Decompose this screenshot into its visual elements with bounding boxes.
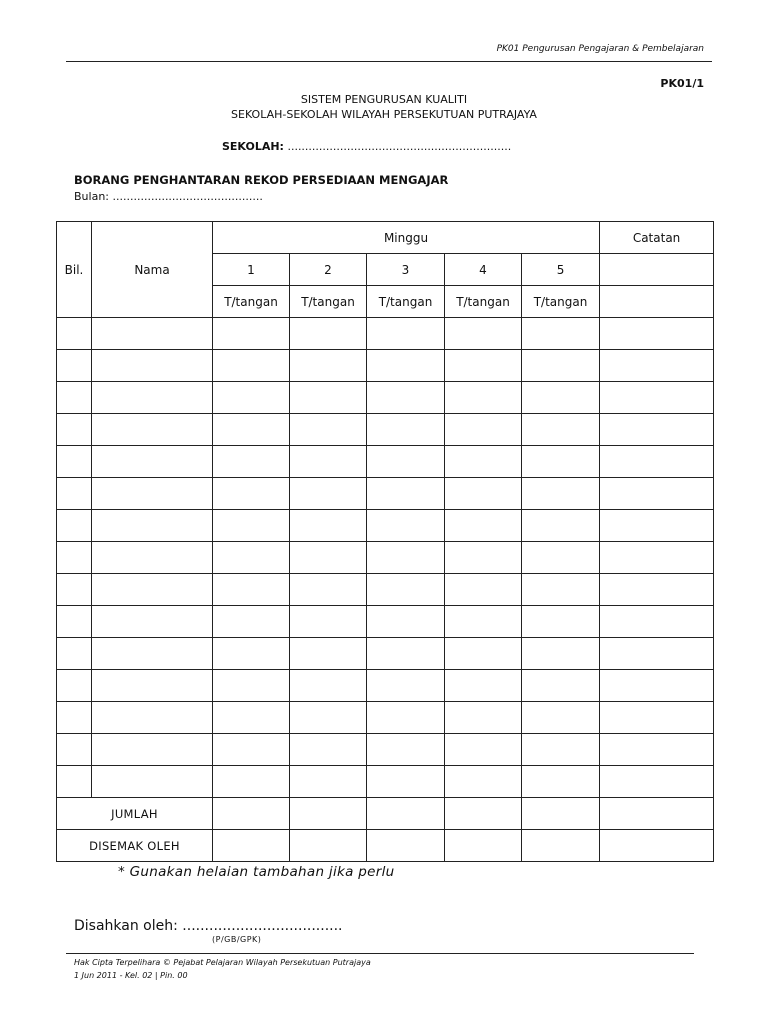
entry-cell[interactable] bbox=[290, 798, 367, 830]
entry-cell[interactable] bbox=[445, 766, 522, 798]
entry-cell[interactable] bbox=[367, 798, 445, 830]
entry-cell[interactable] bbox=[600, 798, 714, 830]
entry-cell[interactable] bbox=[445, 446, 522, 478]
school-blank[interactable]: ................................................................ bbox=[283, 140, 512, 153]
entry-cell[interactable] bbox=[92, 702, 213, 734]
entry-cell[interactable] bbox=[367, 638, 445, 670]
entry-cell[interactable] bbox=[445, 606, 522, 638]
week-number: 5 bbox=[522, 254, 600, 286]
signature-header: T/tangan bbox=[367, 286, 445, 318]
form-code: PK01/1 bbox=[660, 77, 704, 90]
title-line-1: SISTEM PENGURUSAN KUALITI bbox=[300, 93, 468, 106]
jumlah-row bbox=[57, 798, 714, 830]
entry-cell[interactable] bbox=[522, 542, 600, 574]
entry-cell[interactable] bbox=[213, 318, 290, 350]
entry-cell[interactable] bbox=[600, 414, 714, 446]
entry-cell[interactable] bbox=[92, 542, 213, 574]
entry-cell[interactable] bbox=[522, 318, 600, 350]
approval-line[interactable]: Disahkan oleh: .................................... bbox=[74, 918, 343, 934]
entry-cell[interactable] bbox=[600, 670, 714, 702]
entry-cell[interactable] bbox=[600, 766, 714, 798]
entry-cell[interactable] bbox=[522, 382, 600, 414]
entry-cell[interactable] bbox=[445, 414, 522, 446]
entry-cell[interactable] bbox=[522, 670, 600, 702]
entry-cell[interactable] bbox=[57, 318, 92, 350]
entry-cell[interactable] bbox=[522, 638, 600, 670]
col-header-catatan: Catatan bbox=[600, 222, 714, 254]
entry-cell[interactable] bbox=[522, 510, 600, 542]
entry-cell[interactable] bbox=[600, 382, 714, 414]
table-row bbox=[57, 478, 714, 510]
entry-cell[interactable] bbox=[600, 574, 714, 606]
entry-cell[interactable] bbox=[57, 542, 92, 574]
entry-cell[interactable] bbox=[290, 350, 367, 382]
disemak-row bbox=[57, 830, 714, 862]
entry-cell[interactable] bbox=[213, 574, 290, 606]
entry-cell[interactable] bbox=[290, 574, 367, 606]
entry-cell[interactable] bbox=[57, 606, 92, 638]
entry-cell[interactable] bbox=[367, 606, 445, 638]
entry-cell[interactable] bbox=[92, 734, 213, 766]
form-title: BORANG PENGHANTARAN REKOD PERSEDIAAN MENGAJAR bbox=[74, 173, 449, 187]
table-row bbox=[57, 382, 714, 414]
week-number: 3 bbox=[367, 254, 445, 286]
entry-cell[interactable] bbox=[57, 510, 92, 542]
table-row bbox=[57, 446, 714, 478]
entry-cell[interactable] bbox=[290, 734, 367, 766]
entry-cell[interactable] bbox=[367, 574, 445, 606]
entry-cell[interactable] bbox=[600, 702, 714, 734]
entry-cell[interactable] bbox=[367, 318, 445, 350]
entry-cell[interactable] bbox=[600, 446, 714, 478]
entry-cell[interactable] bbox=[600, 478, 714, 510]
entry-cell[interactable] bbox=[290, 702, 367, 734]
entry-cell[interactable] bbox=[367, 446, 445, 478]
extra-sheet-note: * Gunakan helaian tambahan jika perlu bbox=[118, 864, 395, 880]
record-table bbox=[56, 221, 714, 862]
entry-cell[interactable] bbox=[367, 766, 445, 798]
entry-cell[interactable] bbox=[213, 638, 290, 670]
entry-cell[interactable] bbox=[57, 350, 92, 382]
entry-cell[interactable] bbox=[522, 478, 600, 510]
entry-cell[interactable] bbox=[367, 670, 445, 702]
entry-cell[interactable] bbox=[290, 446, 367, 478]
entry-cell[interactable] bbox=[213, 670, 290, 702]
entry-cell[interactable] bbox=[57, 414, 92, 446]
entry-cell[interactable] bbox=[445, 350, 522, 382]
entry-cell[interactable] bbox=[57, 766, 92, 798]
jumlah-label: JUMLAH bbox=[57, 798, 213, 830]
entry-cell[interactable] bbox=[57, 446, 92, 478]
table-row bbox=[57, 734, 714, 766]
entry-cell[interactable] bbox=[213, 798, 290, 830]
entry-cell[interactable] bbox=[522, 606, 600, 638]
catatan-header-blank bbox=[600, 254, 714, 286]
entry-cell[interactable] bbox=[57, 382, 92, 414]
entry-cell[interactable] bbox=[290, 766, 367, 798]
signature-header: T/tangan bbox=[213, 286, 290, 318]
entry-cell[interactable] bbox=[213, 606, 290, 638]
entry-cell[interactable] bbox=[92, 350, 213, 382]
entry-cell[interactable] bbox=[367, 382, 445, 414]
col-header-minggu: Minggu bbox=[213, 222, 600, 254]
entry-cell[interactable] bbox=[92, 766, 213, 798]
school-line bbox=[222, 140, 511, 153]
entry-cell[interactable] bbox=[600, 830, 714, 862]
table-row bbox=[57, 606, 714, 638]
entry-cell[interactable] bbox=[290, 382, 367, 414]
table-row bbox=[57, 670, 714, 702]
entry-cell[interactable] bbox=[600, 350, 714, 382]
entry-cell[interactable] bbox=[290, 606, 367, 638]
entry-cell[interactable] bbox=[367, 542, 445, 574]
entry-cell[interactable] bbox=[57, 638, 92, 670]
header-divider bbox=[66, 61, 712, 62]
footer-divider bbox=[66, 953, 694, 954]
table-row bbox=[57, 414, 714, 446]
entry-cell[interactable] bbox=[57, 734, 92, 766]
entry-cell[interactable] bbox=[213, 510, 290, 542]
title-line-2: SEKOLAH-SEKOLAH WILAYAH PERSEKUTUAN PUTRAJAYA bbox=[231, 108, 537, 121]
footer-copyright: Hak Cipta Terpelihara © Pejabat Pelajaran Wilayah Persekutuan Putrajaya bbox=[74, 958, 371, 967]
entry-cell[interactable] bbox=[290, 638, 367, 670]
entry-cell[interactable] bbox=[445, 542, 522, 574]
entry-cell[interactable] bbox=[445, 574, 522, 606]
header-row-1 bbox=[57, 222, 714, 254]
entry-cell[interactable] bbox=[522, 734, 600, 766]
signature-header: T/tangan bbox=[290, 286, 367, 318]
entry-cell[interactable] bbox=[213, 414, 290, 446]
signature-header: T/tangan bbox=[522, 286, 600, 318]
entry-cell[interactable] bbox=[600, 510, 714, 542]
entry-cell[interactable] bbox=[92, 318, 213, 350]
entry-cell[interactable] bbox=[290, 414, 367, 446]
entry-cell[interactable] bbox=[213, 542, 290, 574]
catatan-sub-blank bbox=[600, 286, 714, 318]
entry-cell[interactable] bbox=[92, 606, 213, 638]
entry-cell[interactable] bbox=[367, 350, 445, 382]
disemak-label: DISEMAK OLEH bbox=[57, 830, 213, 862]
col-header-nama: Nama bbox=[92, 222, 213, 318]
entry-cell[interactable] bbox=[367, 734, 445, 766]
entry-cell[interactable] bbox=[57, 702, 92, 734]
table-row bbox=[57, 510, 714, 542]
entry-cell[interactable] bbox=[522, 446, 600, 478]
entry-cell[interactable] bbox=[92, 510, 213, 542]
table-row bbox=[57, 766, 714, 798]
entry-cell[interactable] bbox=[445, 670, 522, 702]
table-row bbox=[57, 702, 714, 734]
entry-cell[interactable] bbox=[600, 638, 714, 670]
entry-cell[interactable] bbox=[213, 446, 290, 478]
entry-cell[interactable] bbox=[445, 830, 522, 862]
week-number: 4 bbox=[445, 254, 522, 286]
week-number: 1 bbox=[213, 254, 290, 286]
entry-cell[interactable] bbox=[367, 414, 445, 446]
entry-cell[interactable] bbox=[290, 318, 367, 350]
entry-cell[interactable] bbox=[445, 382, 522, 414]
entry-cell[interactable] bbox=[522, 702, 600, 734]
school-label: SEKOLAH: bbox=[222, 140, 284, 153]
entry-cell[interactable] bbox=[522, 350, 600, 382]
entry-cell[interactable] bbox=[367, 510, 445, 542]
entry-cell[interactable] bbox=[213, 350, 290, 382]
table-row bbox=[57, 350, 714, 382]
entry-cell[interactable] bbox=[290, 542, 367, 574]
entry-cell[interactable] bbox=[92, 478, 213, 510]
signature-header: T/tangan bbox=[445, 286, 522, 318]
entry-cell[interactable] bbox=[600, 606, 714, 638]
entry-cell[interactable] bbox=[92, 382, 213, 414]
table-row bbox=[57, 638, 714, 670]
entry-cell[interactable] bbox=[213, 830, 290, 862]
approval-role: (P/GB/GPK) bbox=[212, 935, 262, 944]
entry-cell[interactable] bbox=[600, 734, 714, 766]
entry-cell[interactable] bbox=[213, 734, 290, 766]
entry-cell[interactable] bbox=[522, 766, 600, 798]
entry-cell[interactable] bbox=[92, 446, 213, 478]
table-row bbox=[57, 542, 714, 574]
entry-cell[interactable] bbox=[445, 702, 522, 734]
entry-cell[interactable] bbox=[57, 478, 92, 510]
footer bbox=[74, 956, 371, 982]
entry-cell[interactable] bbox=[445, 510, 522, 542]
entry-cell[interactable] bbox=[367, 478, 445, 510]
entry-cell[interactable] bbox=[522, 574, 600, 606]
entry-cell[interactable] bbox=[290, 510, 367, 542]
entry-cell[interactable] bbox=[213, 382, 290, 414]
footer-version: 1 Jun 2011 - Kel. 02 | Pin. 00 bbox=[74, 971, 188, 980]
entry-cell[interactable] bbox=[213, 702, 290, 734]
entry-cell[interactable] bbox=[600, 542, 714, 574]
entry-cell[interactable] bbox=[92, 670, 213, 702]
entry-cell[interactable] bbox=[522, 830, 600, 862]
week-number: 2 bbox=[290, 254, 367, 286]
table-row bbox=[57, 574, 714, 606]
entry-cell[interactable] bbox=[445, 318, 522, 350]
col-header-bil: Bil. bbox=[57, 222, 92, 318]
table-row bbox=[57, 318, 714, 350]
entry-cell[interactable] bbox=[92, 574, 213, 606]
header-note: PK01 Pengurusan Pengajaran & Pembelajaran bbox=[496, 44, 704, 54]
entry-cell[interactable] bbox=[57, 574, 92, 606]
entry-cell[interactable] bbox=[445, 734, 522, 766]
entry-cell[interactable] bbox=[367, 830, 445, 862]
entry-cell[interactable] bbox=[290, 670, 367, 702]
entry-cell[interactable] bbox=[213, 478, 290, 510]
month-field[interactable]: Bulan: ........................................... bbox=[74, 190, 263, 203]
entry-cell[interactable] bbox=[522, 798, 600, 830]
entry-cell[interactable] bbox=[213, 766, 290, 798]
entry-cell[interactable] bbox=[445, 638, 522, 670]
entry-cell[interactable] bbox=[445, 798, 522, 830]
entry-cell[interactable] bbox=[290, 830, 367, 862]
entry-cell[interactable] bbox=[522, 414, 600, 446]
entry-cell[interactable] bbox=[92, 638, 213, 670]
entry-cell[interactable] bbox=[367, 702, 445, 734]
entry-cell[interactable] bbox=[290, 478, 367, 510]
entry-cell[interactable] bbox=[445, 478, 522, 510]
entry-cell[interactable] bbox=[600, 318, 714, 350]
entry-cell[interactable] bbox=[57, 670, 92, 702]
entry-cell[interactable] bbox=[92, 414, 213, 446]
